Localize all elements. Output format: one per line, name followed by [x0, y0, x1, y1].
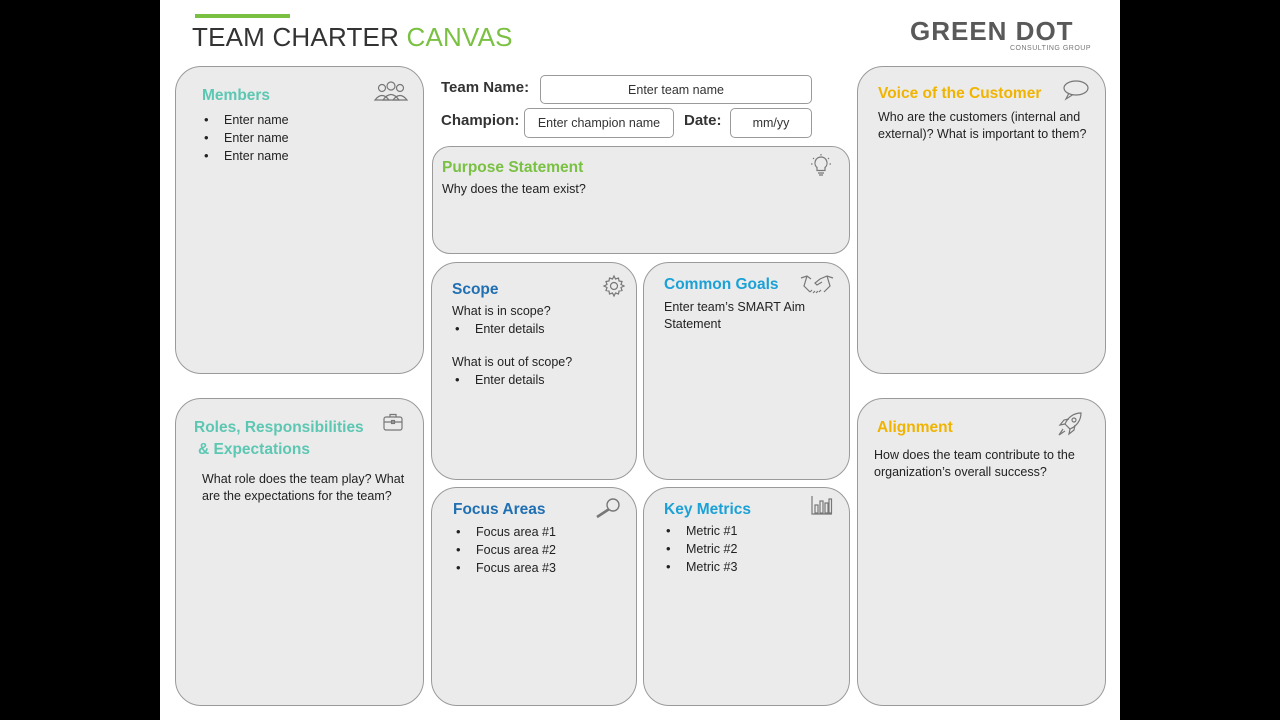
members-list [202, 111, 402, 165]
members-card [175, 66, 424, 374]
roles-card [175, 398, 424, 706]
scope-title: Scope [452, 281, 499, 298]
title-accent: CANVAS [406, 22, 513, 52]
champion-field[interactable]: Enter champion name [524, 108, 674, 138]
alignment-title: Alignment [877, 419, 953, 436]
focus-card [431, 487, 637, 706]
metric-item[interactable]: • Metric #2 [664, 540, 834, 558]
members-title: Members [202, 87, 271, 104]
alignment-text[interactable]: How does the team contribute to the organization’s overall success? [874, 448, 1075, 479]
member-item[interactable]: • Enter name [202, 111, 402, 129]
people-icon [372, 79, 410, 105]
purpose-card [432, 146, 850, 254]
roles-title [194, 417, 364, 461]
scope-in-question: What is in scope? [452, 304, 551, 318]
page-title [192, 22, 513, 53]
briefcase-icon [382, 411, 404, 433]
logo-subtitle: CONSULTING GROUP [1010, 45, 1091, 52]
scope-in-list [453, 320, 623, 338]
member-item[interactable]: • Enter name [202, 129, 402, 147]
alignment-card [857, 398, 1106, 706]
gear-icon [602, 274, 626, 298]
focus-item[interactable]: • Focus area #3 [454, 559, 624, 577]
voice-title: Voice of the Customer [878, 85, 1042, 102]
metrics-list [664, 522, 834, 576]
metric-item[interactable]: • Metric #3 [664, 558, 834, 576]
logo-wordmark: GREEN DOT [910, 16, 1074, 46]
magnifier-icon [594, 497, 622, 519]
purpose-text[interactable]: Why does the team exist? [442, 182, 586, 196]
title-accent-bar [195, 14, 290, 18]
charter-page [160, 0, 1120, 720]
scope-out-list [453, 371, 623, 389]
purpose-title: Purpose Statement [442, 159, 584, 176]
focus-list [454, 523, 624, 577]
team-name-field[interactable]: Enter team name [540, 75, 812, 104]
scope-out-question: What is out of scope? [452, 355, 573, 369]
voice-text[interactable]: Who are the customers (internal and external)? What is important to them? [878, 110, 1087, 141]
voice-card [857, 66, 1106, 374]
scope-out-item[interactable]: • Enter details [453, 371, 623, 389]
speech-bubble-icon [1062, 79, 1090, 101]
roles-title-line2: & Expectations [198, 441, 310, 458]
scope-card [431, 262, 637, 480]
focus-item[interactable]: • Focus area #2 [454, 541, 624, 559]
metrics-card [643, 487, 850, 706]
roles-text[interactable]: What role does the team play? What are the expectations for the team? [202, 472, 405, 503]
bar-chart-icon [810, 494, 834, 516]
date-field[interactable]: mm/yy [730, 108, 812, 138]
rocket-icon [1056, 410, 1084, 438]
metric-item[interactable]: • Metric #1 [664, 522, 834, 540]
title-main: TEAM CHARTER [192, 22, 407, 52]
metrics-title: Key Metrics [664, 501, 752, 518]
goals-text[interactable]: Enter team’s SMART Aim Statement [664, 300, 806, 331]
champion-label: Champion: [441, 112, 520, 129]
member-item[interactable]: • Enter name [202, 147, 402, 165]
goals-card [643, 262, 850, 480]
team-name-label: Team Name: [441, 79, 530, 96]
date-label: Date: [684, 112, 722, 129]
company-logo [910, 16, 1095, 56]
focus-item[interactable]: • Focus area #1 [454, 523, 624, 541]
focus-title: Focus Areas [453, 501, 546, 518]
scope-in-item[interactable]: • Enter details [453, 320, 623, 338]
goals-title: Common Goals [664, 276, 779, 293]
roles-title-line1: Roles, Responsibilities [194, 419, 364, 436]
handshake-icon [800, 272, 834, 296]
lightbulb-icon [809, 153, 833, 177]
